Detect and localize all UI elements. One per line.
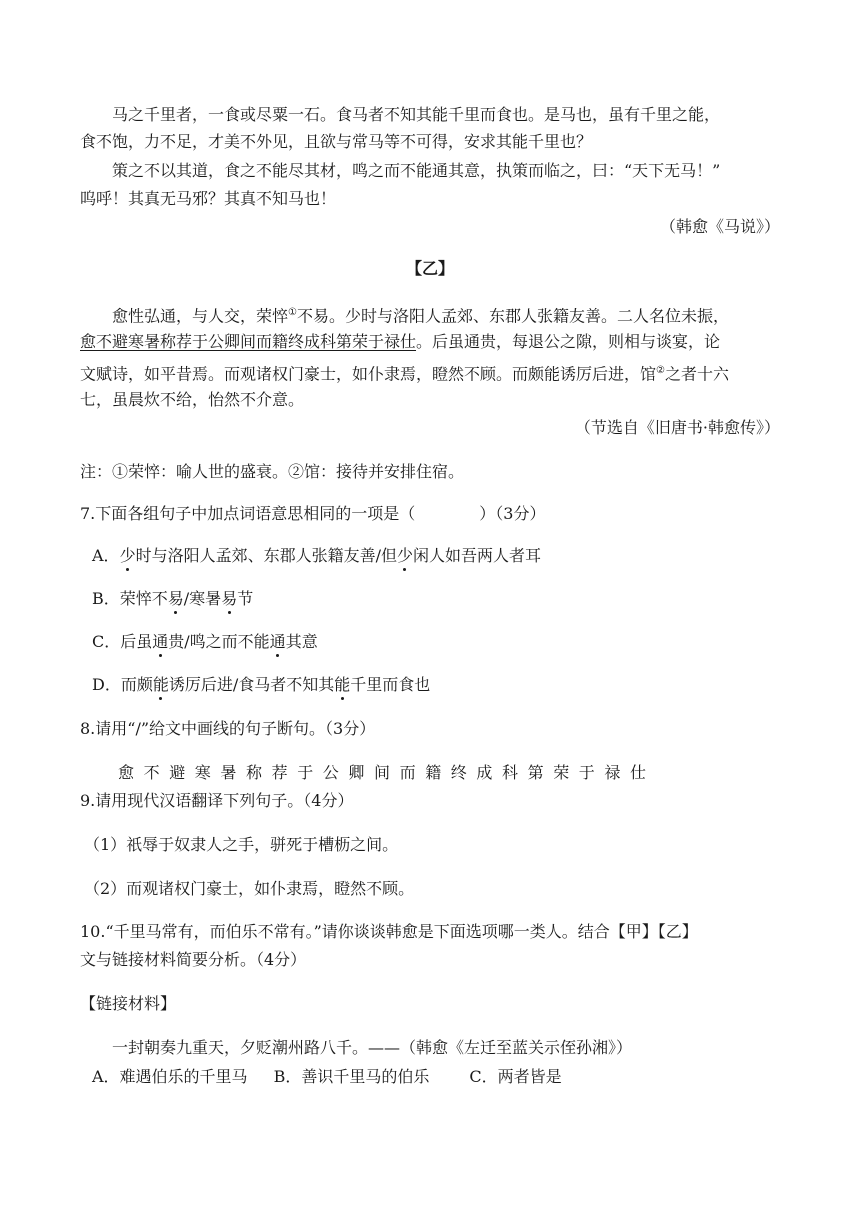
- yi-source: （节选自《旧唐书·韩愈传》）: [574, 418, 780, 437]
- q7-stem: 7.下面各组句子中加点词语意思相同的一项是（ ）（3分）: [80, 504, 546, 523]
- underlined-sentence: 愈不避寒暑称荐于公卿间而籍终成科第荣于禄仕: [80, 332, 417, 351]
- q10-stem-line1: 10.“千里马常有，而伯乐不常有。”请你谈谈韩愈是下面选项哪一类人。结合【甲】【乙】: [80, 922, 698, 941]
- jia-p2-line1: 策之不以其道，食之不能尽其材，鸣之而不能通其意，执策而临之，曰：“天下无马！”: [112, 161, 721, 180]
- yi-heading: 【乙】: [405, 259, 454, 278]
- yi-line1: [112, 302, 780, 327]
- q7-c-text-2: 其意: [285, 632, 318, 651]
- q8-stem: 8.请用“/”给文中画线的句子断句。（3分）: [80, 719, 376, 738]
- q7-b-dotted-2: 易: [221, 589, 238, 608]
- footnote-mark-2: ②: [656, 365, 665, 376]
- q7-option-d: [92, 674, 780, 696]
- jia-p1-line2: 食不饱，力不足，才美不外见，且欲与常马等不可得，安求其能千里也？: [80, 132, 593, 151]
- q7-c-text-1: 贵/鸣之而不能: [168, 632, 270, 651]
- yi-line3: [80, 360, 780, 385]
- q7-c-prefix: C．后虽: [92, 632, 153, 651]
- link-material-text: 一封朝奏九重天，夕贬潮州路八千。——（韩愈《左迁至蓝关示侄孙湘》）: [112, 1038, 633, 1057]
- footnote-text: 注：①荣悴：喻人世的盛衰。②馆：接待并安排住宿。: [80, 462, 465, 481]
- q10-option-c: C．两者皆是: [469, 1067, 562, 1086]
- q7-a-dotted-2: 少: [396, 546, 413, 565]
- q7-option-b: [92, 588, 780, 610]
- q10-stem-line2: 文与链接材料简要分析。（4分）: [80, 950, 307, 969]
- q7-b-text-2: 节: [237, 589, 254, 608]
- q7-a-text-2: 闲人如吾两人者耳: [413, 546, 542, 565]
- q10-option-a: A．难遇伯乐的千里马: [92, 1067, 248, 1086]
- q10-option-b: B．善识千里马的伯乐: [273, 1067, 430, 1086]
- yi-line4: 七，虽晨炊不给，怡然不介意。: [80, 390, 305, 409]
- yi-line2: [80, 331, 780, 353]
- yi-line3-b: 之者十六: [664, 364, 729, 384]
- q7-d-dotted-1: 能: [152, 675, 169, 694]
- q7-b-prefix: B．荣悴不: [92, 589, 168, 608]
- q7-d-text-2: 千里而食也: [350, 675, 431, 694]
- yi-line3-a: 文赋诗，如平昔焉。而观诸权门豪士，如仆隶焉，瞪然不顾。而颇能诱厉后进，馆: [80, 364, 657, 384]
- footnote-mark-1: ①: [288, 307, 297, 318]
- q7-option-c: [92, 631, 780, 653]
- q8-sentence: 愈不避寒暑称荐于公卿间而籍终成科第荣于禄仕: [118, 763, 656, 782]
- jia-source: （韩愈《马说》）: [659, 217, 780, 236]
- q9-stem: 9.请用现代汉语翻译下列句子。（4分）: [80, 791, 354, 810]
- yi-line1-a: 愈性弘通，与人交，荣悴: [112, 306, 289, 326]
- q10-options: [92, 1066, 780, 1088]
- q7-c-dotted-1: 通: [152, 632, 169, 651]
- jia-p2-line2: 呜呼！其真无马邪？其真不知马也！: [80, 189, 337, 208]
- yi-line1-b: 不易。少时与洛阳人孟郊、东郡人张籍友善。二人名位未振，: [296, 306, 729, 326]
- q7-a-dotted-1: 少: [119, 546, 136, 565]
- q9-sentence-1: （1）祇辱于奴隶人之手，骈死于槽枥之间。: [84, 835, 399, 854]
- q7-c-dotted-2: 通: [269, 632, 286, 651]
- q7-b-dotted-1: 易: [167, 589, 184, 608]
- q7-b-text-1: /寒暑: [183, 589, 222, 608]
- q7-d-prefix: D．而颇: [92, 675, 153, 694]
- jia-p1-line1: 马之千里者，一食或尽粟一石。食马者不知其能千里而食也。是马也，虽有千里之能，: [112, 105, 721, 124]
- yi-line2-rest: 。后虽通贵，每退公之隙，则相与谈宴，论: [416, 332, 721, 351]
- q7-d-dotted-2: 能: [334, 675, 351, 694]
- q7-a-prefix: A．: [92, 546, 120, 565]
- link-material-title: 【链接材料】: [80, 994, 177, 1013]
- q7-option-a: [92, 545, 780, 567]
- q7-d-text-1: 诱厉后进/食马者不知其: [168, 675, 335, 694]
- q7-a-text-1: 时与洛阳人孟郊、东郡人张籍友善/但: [135, 546, 397, 565]
- q9-sentence-2: （2）而观诸权门豪士，如仆隶焉，瞪然不顾。: [84, 879, 415, 898]
